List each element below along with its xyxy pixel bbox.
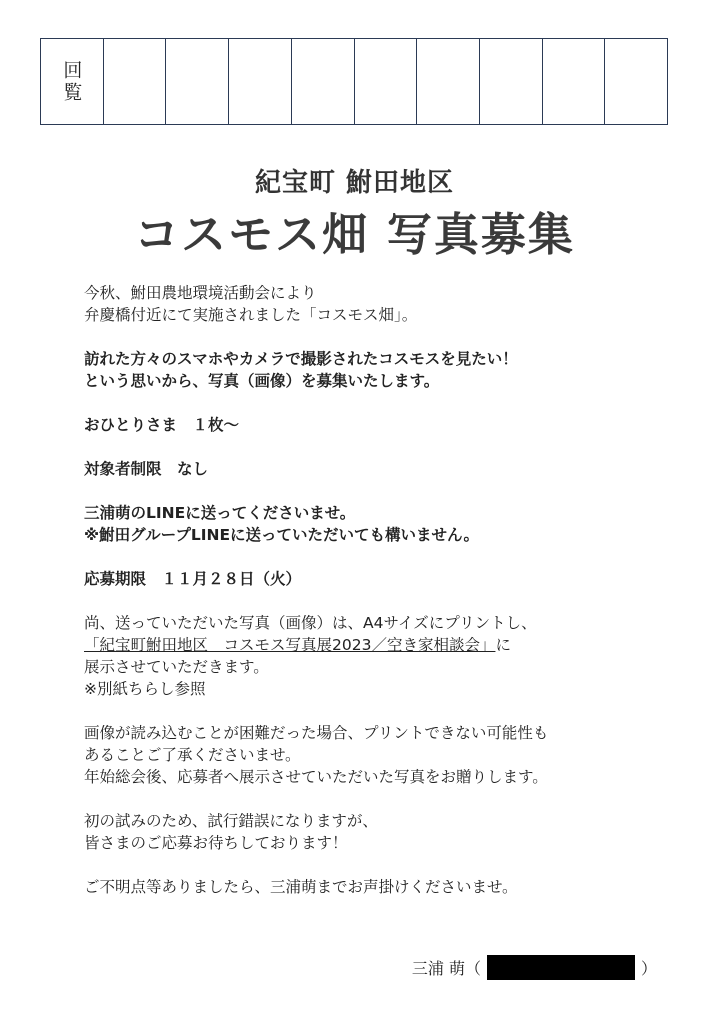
stamp-cell xyxy=(479,39,542,124)
stamp-cell xyxy=(165,39,228,124)
inquiry-line: ご不明点等ありましたら、三浦萌までお声掛けくださいませ。 xyxy=(84,878,518,896)
inquiry-paragraph xyxy=(84,876,664,898)
purpose-line: 訪れた方々のスマホやカメラで撮影されたコスモスを見たい！ xyxy=(84,350,518,368)
document-subtitle: 紀宝町 鮒田地区 xyxy=(254,168,455,198)
exhibition-event-name: 「紀宝町鮒田地区 コスモス写真展2023／空き家相談会」 xyxy=(84,636,496,654)
contact-open-paren: （ xyxy=(464,959,481,978)
circulation-label-cell xyxy=(41,39,103,124)
limit-paragraph xyxy=(84,414,664,436)
eligibility-line: 対象者制限 なし xyxy=(84,460,209,478)
document-title: コスモス畑 写真募集 xyxy=(134,208,575,261)
announcement-body xyxy=(84,282,664,920)
intro-paragraph xyxy=(84,282,664,326)
stamp-cell xyxy=(416,39,479,124)
deadline-paragraph xyxy=(84,568,664,590)
eligibility-paragraph xyxy=(84,458,664,480)
stamp-cell xyxy=(291,39,354,124)
deadline-line: 応募期限 １１月２８日（火） xyxy=(84,570,302,588)
redacted-phone-block xyxy=(487,955,635,980)
contact-close-paren: ） xyxy=(640,959,657,978)
exhibition-line: 展示させていただきます。 xyxy=(84,658,269,676)
circulation-stamp-table xyxy=(40,38,668,125)
exhibition-note: ※別紙ちらし参照 xyxy=(84,680,206,698)
stamp-cell xyxy=(228,39,291,124)
exhibition-paragraph xyxy=(84,612,664,700)
circulation-label: 回覧 xyxy=(60,59,83,104)
intro-line: 今秋、鮒田農地環境活動会により xyxy=(84,284,317,302)
closing-line: 皆さまのご応募お待ちしております！ xyxy=(84,834,348,852)
stamp-cell xyxy=(354,39,417,124)
purpose-line: という思いから、写真（画像）を募集いたします。 xyxy=(84,372,440,390)
exhibition-line: 尚、送っていただいた写真（画像）は、A4サイズにプリントし、 xyxy=(84,614,537,632)
send-to-line: ※鮒田グループLINEに送っていただいても構いません。 xyxy=(84,526,479,544)
notice-line: あることご了承くださいませ。 xyxy=(84,746,301,764)
intro-line: 弁慶橋付近にて実施されました「コスモス畑」。 xyxy=(84,306,418,324)
stamp-cell xyxy=(103,39,166,124)
closing-line: 初の試みのため、試行錯誤になりますが、 xyxy=(84,812,378,830)
send-to-line: 三浦萌のLINEに送ってくださいませ。 xyxy=(84,504,356,522)
stamp-cell xyxy=(604,39,667,124)
notice-line: 画像が読み込むことが困難だった場合、プリントできない可能性も xyxy=(84,724,549,742)
stamp-cell xyxy=(542,39,605,124)
exhibition-event-suffix: に xyxy=(495,636,511,654)
send-to-paragraph xyxy=(84,502,664,546)
purpose-paragraph xyxy=(84,348,664,392)
contact-name: 三浦 萌 xyxy=(411,959,465,978)
closing-paragraph xyxy=(84,810,664,854)
limit-line: おひとりさま １枚～ xyxy=(84,416,240,434)
notice-line: 年始総会後、応募者へ展示させていただいた写真をお贈りします。 xyxy=(84,768,548,786)
notice-paragraph xyxy=(84,722,664,788)
contact-signature xyxy=(412,955,657,980)
exhibition-event-line xyxy=(84,634,664,656)
